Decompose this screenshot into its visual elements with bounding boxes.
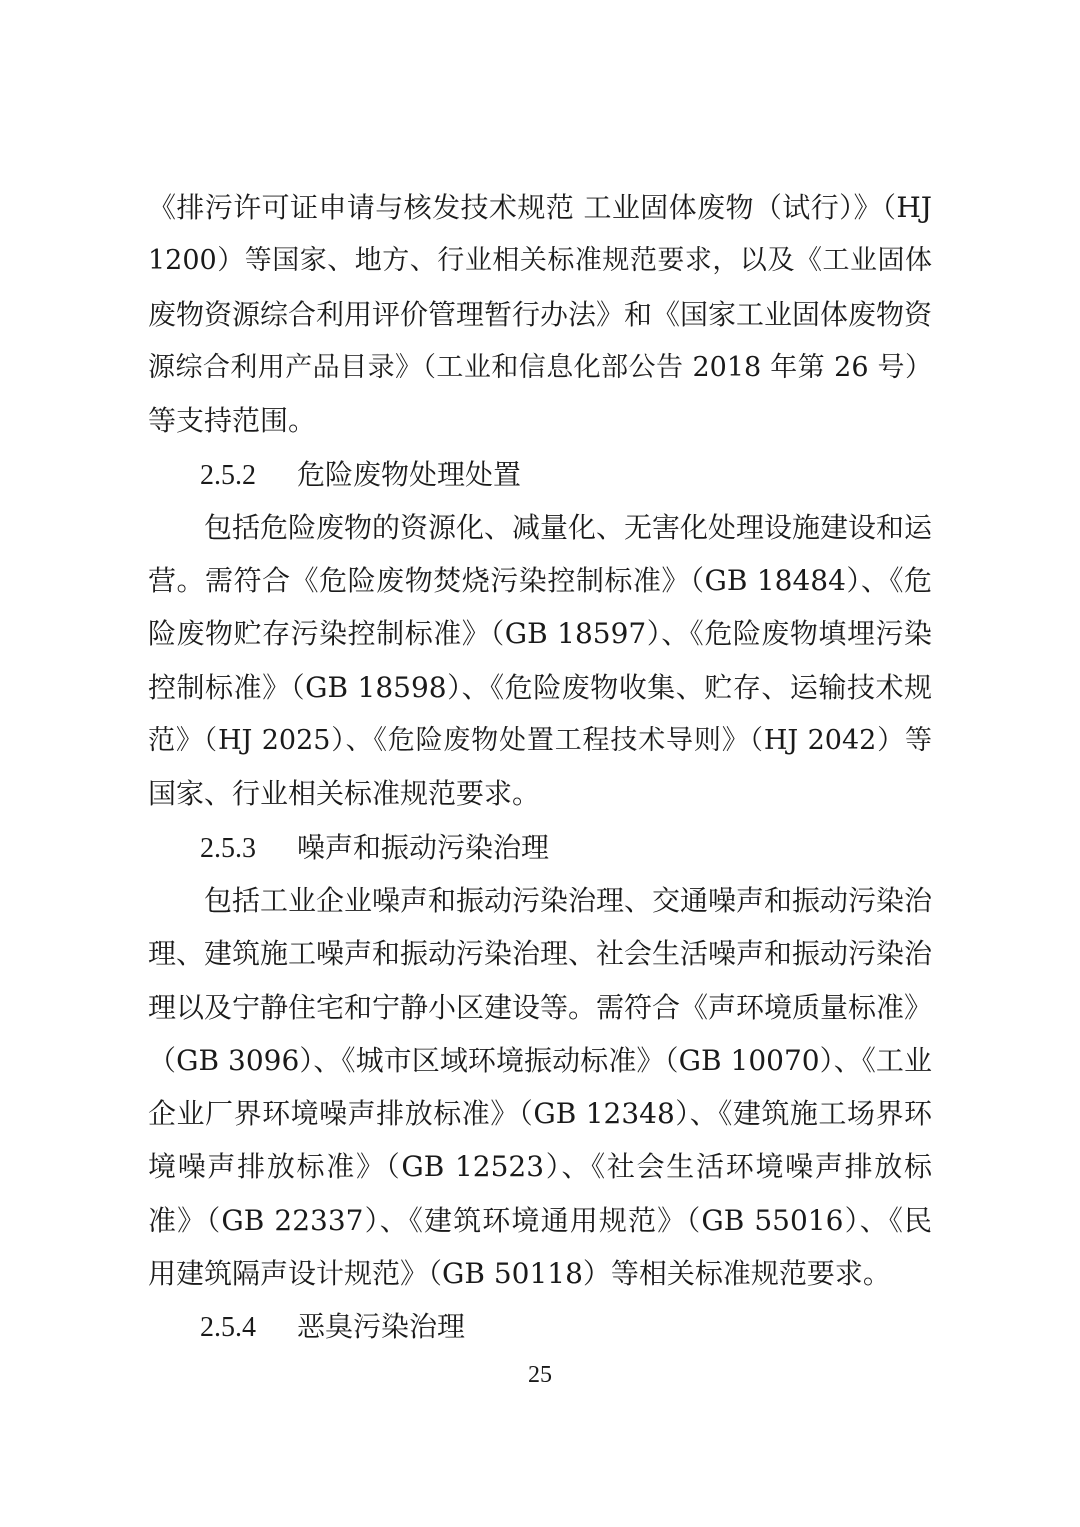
body-text-line: 境噪声排放标准》（GB 12523）、《社会生活环境噪声排放标 xyxy=(148,1150,932,1183)
body-text-line: 包括工业企业噪声和振动污染治理、交通噪声和振动污染治 xyxy=(148,884,933,917)
section-title: 危险废物处理处置 xyxy=(297,458,522,491)
body-text-line: 1200）等国家、地方、行业相关标准规范要求，以及《工业固体 xyxy=(148,245,932,276)
body-text-line: 废物资源综合利用评价管理暂行办法》和《国家工业固体废物资 xyxy=(148,298,933,331)
body-text-line: 准》（GB 22337）、《建筑环境通用规范》（GB 55016）、《民 xyxy=(148,1204,932,1237)
section-title: 恶臭污染治理 xyxy=(297,1310,466,1343)
body-text-line: 范》（HJ 2025）、《危险废物处置工程技术导则》（HJ 2042）等 xyxy=(148,725,932,756)
body-text-line: 国家、行业相关标准规范要求。 xyxy=(148,777,541,810)
body-text-line: （GB 3096）、《城市区域环境振动标准》（GB 10070）、《工业 xyxy=(148,1044,932,1077)
section-number: 2.5.3 xyxy=(200,833,256,864)
body-text-line: 险废物贮存污染控制标准》（GB 18597）、《危险废物填埋污染 xyxy=(148,617,932,650)
body-text-line: 《排污许可证申请与核发技术规范 工业固体废物（试行）》（HJ xyxy=(148,191,932,224)
section-title: 噪声和振动污染治理 xyxy=(297,831,550,864)
section-heading xyxy=(200,455,521,495)
body-text-line: 源综合利用产品目录》（工业和信息化部公告 2018 年第 26 号） xyxy=(148,352,932,383)
body-text-line: 包括危险废物的资源化、减量化、无害化处理设施建设和运 xyxy=(148,511,933,544)
body-text-line: 营。需符合《危险废物焚烧污染控制标准》（GB 18484）、《危 xyxy=(148,564,932,597)
section-number: 2.5.4 xyxy=(200,1312,256,1343)
body-text-line: 理、建筑施工噪声和振动污染治理、社会生活噪声和振动污染治 xyxy=(148,937,933,970)
body-text-line: 理以及宁静住宅和宁静小区建设等。需符合《声环境质量标准》 xyxy=(148,991,933,1024)
section-number: 2.5.2 xyxy=(200,460,256,491)
section-heading xyxy=(200,1307,465,1347)
body-text-line: 企业厂界环境噪声排放标准》（GB 12348）、《建筑施工场界环 xyxy=(148,1097,932,1130)
section-heading xyxy=(200,828,549,868)
body-text-line: 控制标准》（GB 18598）、《危险废物收集、贮存、运输技术规 xyxy=(148,671,932,704)
page-number: 25 xyxy=(528,1362,552,1388)
body-text-line: 等支持范围。 xyxy=(148,404,317,437)
body-text-line: 用建筑隔声设计规范》（GB 50118）等相关标准规范要求。 xyxy=(148,1257,891,1290)
